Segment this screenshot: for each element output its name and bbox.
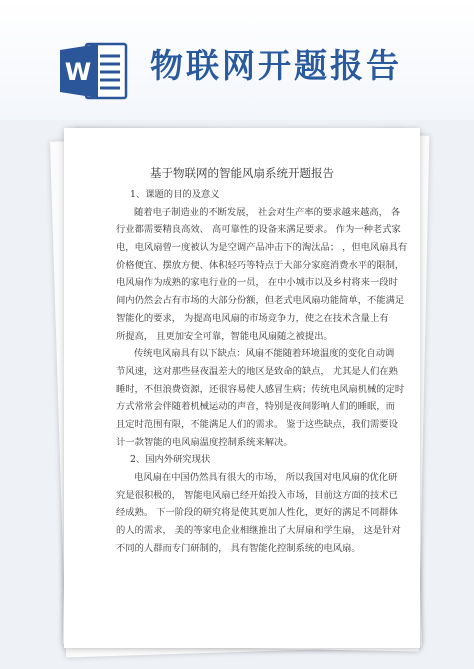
paragraph-line: 行业都需要精良高效、 高可靠性的设备来满足要求。 作为一种老式家 bbox=[116, 224, 401, 236]
document-title: 基于物联网的智能风扇系统开题报告 bbox=[150, 166, 334, 180]
section-heading: 2、国内外研究现状 bbox=[130, 454, 211, 466]
document-body bbox=[116, 186, 408, 557]
word-logo-letter: W bbox=[64, 58, 92, 86]
paragraph-line: 节风速，这对那些昼夜温差大的地区是致命的缺点， 尤其是人们在熟 bbox=[116, 365, 398, 377]
paragraph-line: 方式常常会伴随着机械运动的声音，特别是夜间影响人们的睡眠，而 bbox=[116, 401, 395, 413]
paragraph-line: 计一款智能的电风扇温度控制系统来解决。 bbox=[116, 436, 293, 448]
section-heading: 1、课题的目的及意义 bbox=[130, 189, 220, 200]
banner bbox=[0, 0, 474, 120]
paragraph-line: 传统电风扇具有以下缺点：风扇不能随着环境温度的变化自动调 bbox=[134, 348, 395, 360]
paragraph-line: 价格便宜、摆放方便、体积轻巧等特点于大部分家庭消费水平的限制， bbox=[116, 259, 405, 271]
paragraph-line: 的人的需求， 美的等家电企业相继推出了大屏扇和学生扇， 这是针对 bbox=[116, 525, 401, 537]
paragraph-line: 电风扇作为成熟的家电行业的一员， 在中小城市以及乡村将来一段时 bbox=[116, 277, 398, 289]
banner-title: 物联网开题报告 bbox=[150, 46, 402, 85]
paragraph-line: 经成熟。 下一阶段的研究将是使其更加人性化，更好的满足不同群体 bbox=[116, 507, 398, 519]
paragraph-line: 智能化的要求， 为提高电风扇的市场竞争力，使之在技术含量上有 bbox=[116, 312, 389, 324]
word-document-icon bbox=[58, 40, 130, 102]
document-page bbox=[64, 128, 420, 648]
paragraph-line: 随着电子制造业的不断发展， 社会对生产率的要求越来越高， 各 bbox=[134, 206, 401, 218]
paragraph-line: 电风扇在中国仍然具有很大的市场， 所以我国对电风扇的优化研 bbox=[134, 472, 398, 483]
paragraph-line: 究是很积极的， 智能电风扇已经开始投入市场，目前这方面的技术已 bbox=[116, 489, 398, 501]
paragraph-line: 不同的人群而专门研制的， 具有智能化控制系统的电风扇。 bbox=[116, 542, 361, 554]
paragraph-line: 且定时范围有限，不能满足人们的需求。 鉴于这些缺点，我们需要设 bbox=[116, 418, 398, 430]
paragraph-line: 所提高， 且更加安全可靠，智能电风扇随之被提出。 bbox=[116, 330, 333, 342]
paragraph-line: 电，电风扇曾一度被认为是空调产品冲击下的淘汰品； ，但电风扇具有 bbox=[116, 242, 408, 254]
paragraph-line: 间内仍然会占有市场的大部分份额，但老式电风扇功能简单，不能满足 bbox=[116, 295, 405, 307]
document-stack bbox=[64, 128, 420, 648]
paragraph-line: 睡时，不但浪费资源，还很容易使人感冒生病；传统电风扇机械的定时 bbox=[116, 383, 405, 395]
